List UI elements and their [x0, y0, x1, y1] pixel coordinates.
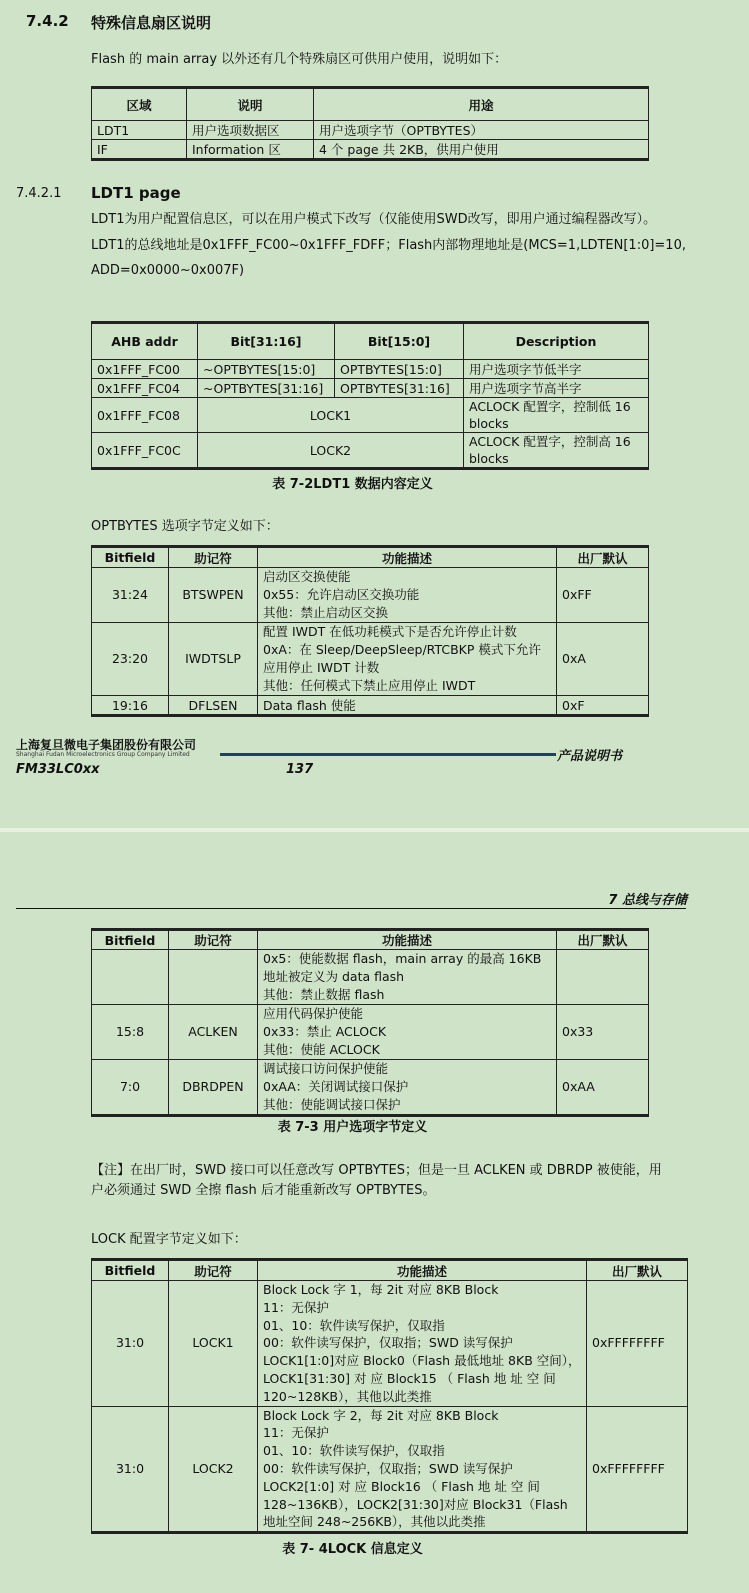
cell-line: 配置 IWDT 在低功耗模式下是否允许停止计数: [263, 624, 517, 639]
cell-line: Block Lock 字 1，每 2it 对应 8KB Block: [263, 1282, 499, 1297]
table-cell: LOCK1: [198, 398, 464, 433]
table-cell: 31:0: [92, 1281, 169, 1407]
opt-table-header: 出厂默认: [557, 930, 649, 950]
chapter-header: 7 总线与存储: [608, 893, 687, 908]
paragraph: ADD=0x0000~0x007F): [91, 263, 245, 278]
table-cell: 23:20: [92, 623, 169, 696]
table-cell: [258, 1406, 587, 1533]
table-caption: 表 7-2LDT1 数据内容定义: [272, 477, 433, 492]
cell-line: 启动区交换使能: [263, 569, 351, 584]
opt-table-header: 出厂默认: [557, 547, 649, 568]
table-cell: 0x1FFF_FC08: [92, 398, 198, 433]
table-cell: [92, 950, 169, 1005]
table-row: [92, 379, 649, 398]
table-cell: 0xAA: [557, 1060, 649, 1116]
table-row: [92, 950, 649, 1005]
opt-table-header: 功能描述: [258, 930, 557, 950]
region-table: [91, 86, 649, 161]
table-row: [92, 1281, 688, 1407]
paragraph: LDT1为用户配置信息区，可以在用户模式下改写（仅能使用SWD改写，即用户通过编程器改写）。: [91, 212, 657, 227]
cell-line: 其他：禁止数据 flash: [263, 987, 385, 1002]
table-caption: 表 7- 4LOCK 信息定义: [282, 1542, 423, 1557]
table-row: [92, 568, 649, 623]
note-line: 户必须通过 SWD 全擦 flash 后才能重新改写 OPTBYTES。: [91, 1183, 436, 1198]
table-cell: ~OPTBYTES[15:0]: [198, 360, 335, 379]
lock-table-header: 出厂默认: [587, 1260, 688, 1281]
table-cell: LOCK2: [198, 433, 464, 469]
cell-line: 其他：禁止启动区交换: [263, 605, 389, 620]
cell-line: ACLOCK 配置字，控制低 16: [469, 399, 631, 414]
cell-line: 11：无保护: [263, 1299, 329, 1315]
note-line: 【注】在出厂时，SWD 接口可以任意改写 OPTBYTES；但是一旦 ACLKEN 或 DBRDP 被使能，用: [91, 1163, 662, 1178]
cell-line: 0xAA：关闭调试接口保护: [263, 1079, 409, 1094]
optbytes-table: [91, 545, 649, 717]
footer-rule: [220, 753, 556, 756]
cell-line: ACLOCK 配置字，控制高 16: [469, 434, 631, 449]
table-cell: DBRDPEN: [169, 1060, 258, 1116]
cell-line: LOCK1[31:30] 对 应 Block15 （ Flash 地 址 空 间: [263, 1370, 556, 1386]
page-break: [0, 828, 749, 832]
opt-table-header: Bitfield: [92, 930, 169, 950]
table-cell: DFLSEN: [169, 696, 258, 716]
table-row: [92, 121, 649, 140]
company-name: 上海复旦微电子集团股份有限公司: [16, 738, 197, 752]
table-cell: ~OPTBYTES[31:16]: [198, 379, 335, 398]
cell-line: 其他：任何模式下禁止应用停止 IWDT: [263, 678, 476, 693]
cell-line: blocks: [469, 416, 509, 431]
region-table-header: 区域: [92, 88, 187, 121]
cell-line: LOCK2[1:0] 对 应 Block16 （ Flash 地 址 空 间: [263, 1478, 540, 1494]
table-cell: OPTBYTES[15:0]: [335, 360, 464, 379]
region-table-header: 说明: [187, 88, 314, 121]
table-cell: 4 个 page 共 2KB，供用户使用: [314, 140, 649, 160]
cell-line: 0x55：允许启动区交换功能: [263, 587, 420, 602]
table-cell: OPTBYTES[31:16]: [335, 379, 464, 398]
table-row: [92, 1060, 649, 1116]
opt-table-header: Bitfield: [92, 547, 169, 568]
cell-line: 00：软件读写保护，仅取指；SWD 读写保护: [263, 1335, 513, 1351]
table-cell: IWDTSLP: [169, 623, 258, 696]
doc-type: 产品说明书: [557, 749, 623, 764]
table-cell: 0xFFFFFFFF: [587, 1281, 688, 1407]
cell-line: 128~136KB），LOCK2[31:30]对应 Block31（Flash: [263, 1496, 568, 1512]
cell-line: 其他：使能 ACLOCK: [263, 1042, 380, 1057]
table-row: [92, 1005, 649, 1060]
opt-table-header: 助记符: [169, 930, 258, 950]
region-table-header: 用途: [314, 88, 649, 121]
table-cell: [258, 623, 557, 696]
company-name-en: Shanghai Fudan Microelectronics Group Company Limited: [16, 751, 190, 758]
table-caption: 表 7-3 用户选项字节定义: [277, 1120, 428, 1135]
cell-line: LOCK1[1:0]对应 Block0（Flash 最低地址 8KB 空间），: [263, 1353, 581, 1369]
cell-line: 0x5：使能数据 flash，main array 的最高 16KB: [263, 951, 542, 966]
section-intro: Flash 的 main array 以外还有几个特殊扇区可供用户使用，说明如下：: [91, 52, 508, 67]
table-cell: LDT1: [92, 121, 187, 140]
cell-line: 应用代码保护使能: [263, 1006, 364, 1021]
paragraph: OPTBYTES 选项字节定义如下：: [91, 519, 279, 534]
table-cell: 0x33: [557, 1005, 649, 1060]
table-row: [92, 696, 649, 716]
table-row: [92, 360, 649, 379]
ldt1-table-header: Bit[31:16]: [198, 323, 335, 360]
table-cell: Information 区: [187, 140, 314, 160]
ldt1-table-header: AHB addr: [92, 323, 198, 360]
table-cell: 31:24: [92, 568, 169, 623]
table-cell: 0xFFFFFFFF: [587, 1406, 688, 1533]
paragraph: LOCK 配置字节定义如下：: [91, 1232, 247, 1247]
table-cell: BTSWPEN: [169, 568, 258, 623]
table-row: [92, 623, 649, 696]
cell-line: 0xA：在 Sleep/DeepSleep/RTCBKP 模式下允许: [263, 642, 541, 657]
subsection-number: 7.4.2.1: [16, 186, 62, 201]
ldt1-table-header: Description: [464, 323, 649, 360]
table-cell: [464, 398, 649, 433]
cell-line: blocks: [469, 451, 509, 466]
lock-table: [91, 1258, 688, 1534]
table-cell: [258, 568, 557, 623]
ldt1-table-header: Bit[15:0]: [335, 323, 464, 360]
table-cell: [258, 950, 557, 1005]
cell-line: 01、10：软件读写保护，仅取指: [263, 1443, 445, 1459]
table-cell: LOCK2: [169, 1406, 258, 1533]
opt-table-header: 功能描述: [258, 547, 557, 568]
table-cell: 19:16: [92, 696, 169, 716]
table-row: [92, 140, 649, 160]
table-cell: 31:0: [92, 1406, 169, 1533]
table-cell: [169, 950, 258, 1005]
table-cell: 用户选项数据区: [187, 121, 314, 140]
lock-table-header: 助记符: [169, 1260, 258, 1281]
table-cell: [557, 950, 649, 1005]
table-cell: 7:0: [92, 1060, 169, 1116]
subsection-title: LDT1 page: [91, 184, 181, 202]
table-row: [92, 1406, 688, 1533]
page-number: 137: [286, 762, 314, 777]
table-cell: 用户选项字节高半字: [464, 379, 649, 398]
section-title: 特殊信息扇区说明: [91, 14, 212, 32]
table-cell: Data flash 使能: [258, 696, 557, 716]
table-cell: 0x1FFF_FC04: [92, 379, 198, 398]
table-cell: LOCK1: [169, 1281, 258, 1407]
cell-line: 调试接口访问保护使能: [263, 1061, 389, 1076]
table-row: [92, 433, 649, 469]
lock-table-header: Bitfield: [92, 1260, 169, 1281]
lock-table-header: 功能描述: [258, 1260, 587, 1281]
paragraph: LDT1的总线地址是0x1FFF_FC00~0x1FFF_FDFF；Flash内部物理地址是(MCS=1,LDTEN[1:0]=10,: [91, 238, 686, 253]
opt-table-header: 助记符: [169, 547, 258, 568]
table-cell: 0x1FFF_FC00: [92, 360, 198, 379]
table-cell: 用户选项字节低半字: [464, 360, 649, 379]
table-cell: IF: [92, 140, 187, 160]
cell-line: 地址被定义为 data flash: [263, 969, 405, 984]
table-cell: 15:8: [92, 1005, 169, 1060]
table-cell: 0xF: [557, 696, 649, 716]
cell-line: Block Lock 字 2，每 2it 对应 8KB Block: [263, 1407, 499, 1423]
table-cell: [258, 1281, 587, 1407]
header-rule: [16, 908, 686, 909]
cell-line: 01、10：软件读写保护，仅取指: [263, 1317, 445, 1333]
table-cell: 用户选项字节（OPTBYTES）: [314, 121, 649, 140]
table-cell: [258, 1005, 557, 1060]
cell-line: 应用停止 IWDT 计数: [263, 660, 380, 675]
cell-line: 00：软件读写保护，仅取指；SWD 读写保护: [263, 1460, 513, 1476]
table-cell: [258, 1060, 557, 1116]
cell-line: 11：无保护: [263, 1425, 329, 1441]
cell-line: 地址空间 248~256KB），其他以此类推: [263, 1514, 486, 1530]
table-cell: 0xA: [557, 623, 649, 696]
cell-line: 120~128KB），其他以此类推: [263, 1388, 432, 1404]
section-number: 7.4.2: [26, 12, 69, 30]
table-cell: 0xFF: [557, 568, 649, 623]
optbytes-table-continued: [91, 928, 649, 1117]
table-cell: ACLKEN: [169, 1005, 258, 1060]
table-cell: [464, 433, 649, 469]
cell-line: 0x33：禁止 ACLOCK: [263, 1024, 387, 1039]
product-name: FM33LC0xx: [16, 762, 100, 777]
table-cell: 0x1FFF_FC0C: [92, 433, 198, 469]
table-row: [92, 398, 649, 433]
cell-line: 其他：使能调试接口保护: [263, 1097, 401, 1112]
ldt1-table: [91, 321, 649, 470]
